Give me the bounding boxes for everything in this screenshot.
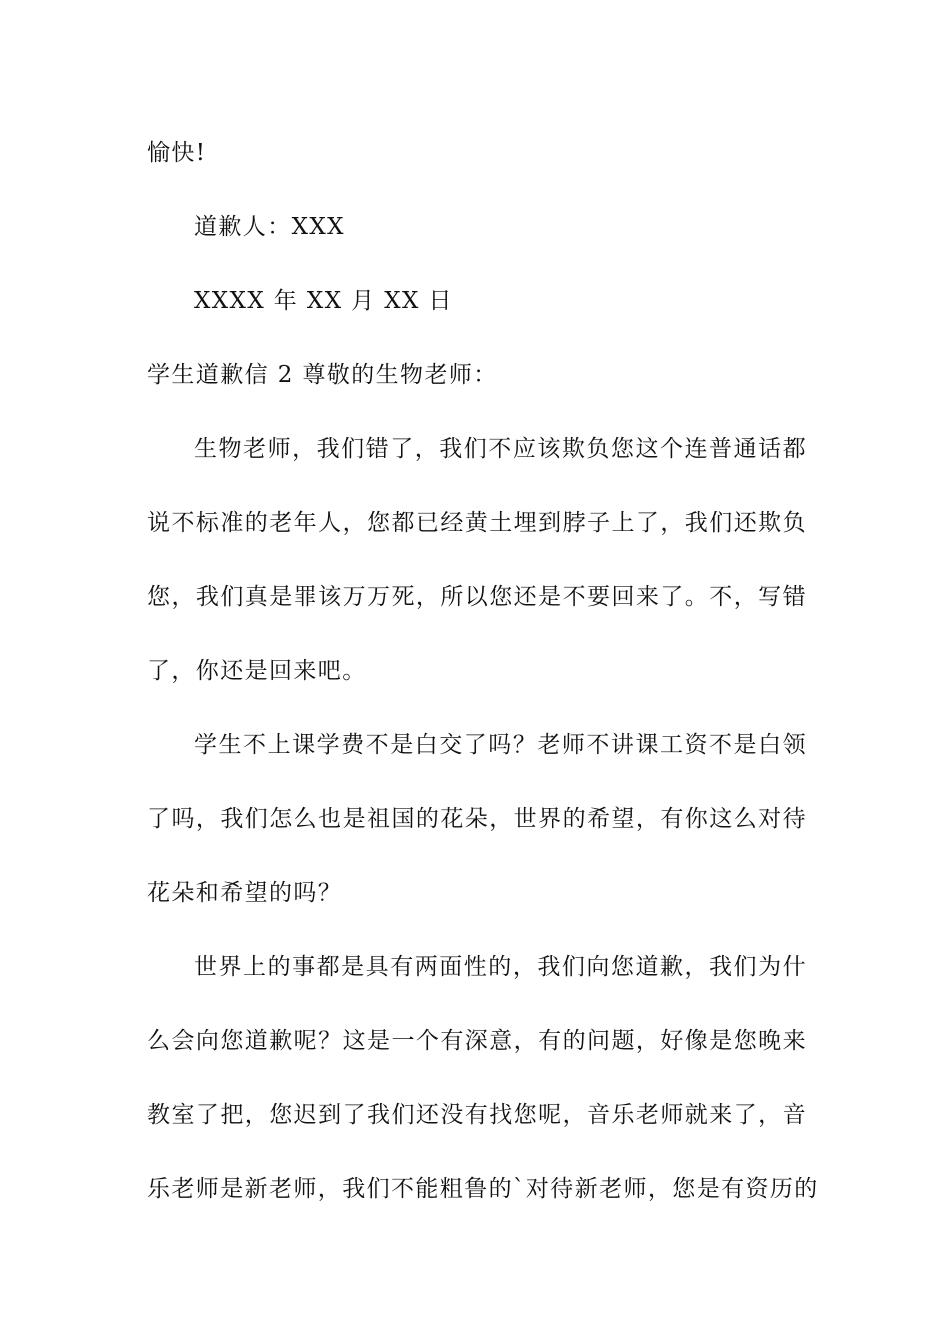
closing-line: 愉快! [147, 140, 207, 166]
paragraph-line: 了，你还是回来吧。 [147, 658, 367, 684]
paragraph-line: 么会向您道歉呢？这是一个有深意，有的问题，好像是您晚来 [147, 1028, 807, 1054]
paragraph-line: 乐老师是新老师，我们不能粗鲁的`对待新老师，您是有资历的 [147, 1176, 819, 1202]
letter-heading: 学生道歉信 2 尊敬的生物老师： [147, 362, 498, 388]
date-line: XXXX 年 XX 月 XX 日 [194, 288, 453, 314]
paragraph-line: 说不标准的老年人，您都已经黄土埋到脖子上了，我们还欺负 [147, 510, 807, 536]
paragraph-line: 了吗，我们怎么也是祖国的花朵，世界的希望，有你这么对待 [147, 806, 807, 832]
paragraph-line: 教室了把，您迟到了我们还没有找您呢，音乐老师就来了，音 [147, 1102, 807, 1128]
signature-line: 道歉人：XXX [194, 214, 345, 240]
paragraph-line: 您，我们真是罪该万万死，所以您还是不要回来了。不，写错 [147, 584, 807, 610]
paragraph-line: 学生不上课学费不是白交了吗？老师不讲课工资不是白领 [194, 732, 807, 758]
paragraph-line: 生物老师，我们错了，我们不应该欺负您这个连普通话都 [194, 436, 807, 462]
paragraph-line: 世界上的事都是具有两面性的，我们向您道歉，我们为什 [194, 954, 807, 980]
paragraph-line: 花朵和希望的吗？ [147, 880, 343, 906]
